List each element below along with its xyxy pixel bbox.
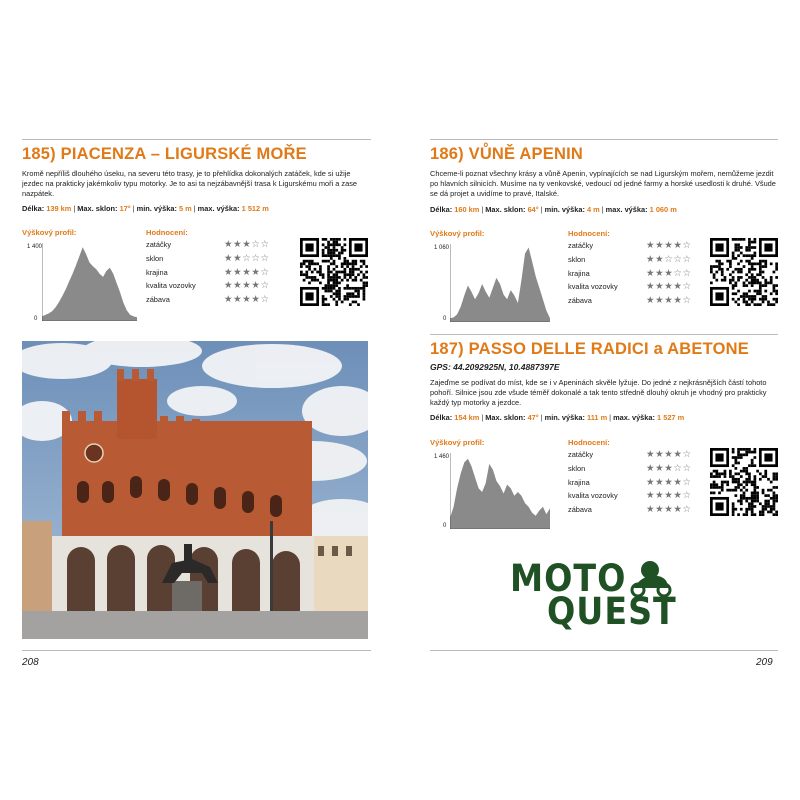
rating-name: zábava <box>568 296 592 306</box>
route-185-elevation-profile <box>42 243 137 321</box>
star-rating: ★★★★☆ <box>224 280 270 292</box>
route-187-stats: Délka: 154 km | Max. sklon: 47° | min. výška: 111 m | max. výška: 1 527 m <box>430 413 685 422</box>
ratings-label: Hodnocení: <box>568 438 610 447</box>
star-rating: ★★★★☆ <box>646 490 692 502</box>
rating-row <box>568 282 718 296</box>
piacenza-palazzo-photo <box>22 341 368 639</box>
star-rating: ★★★★☆ <box>646 449 692 460</box>
rating-row <box>146 240 296 254</box>
route-186-ratings <box>568 241 718 310</box>
rating-name: zábava <box>568 505 592 515</box>
star-rating: ★★★★☆ <box>646 281 692 293</box>
ratings-label: Hodnocení: <box>146 228 188 237</box>
rating-name: kvalita vozovky <box>568 491 618 501</box>
route-187-ratings <box>568 450 718 519</box>
route-186-y-bottom: 0 <box>443 316 447 322</box>
top-rule <box>22 139 371 140</box>
rating-name: krajina <box>568 477 590 487</box>
rating-name: kvalita vozovky <box>568 282 618 292</box>
route-187-y-top: 1 460 <box>434 454 450 460</box>
route-187-gps: GPS: 44.2092925N, 10.4887397E <box>430 362 560 372</box>
rating-row <box>146 281 296 295</box>
star-rating: ★★★★☆ <box>646 295 692 307</box>
rating-name: zatáčky <box>568 241 594 250</box>
route-187-elevation-profile <box>450 453 550 529</box>
rating-row <box>146 295 296 309</box>
route-186-elevation-profile <box>450 244 550 322</box>
route-186-profile-label: Výškový profil: <box>430 229 485 238</box>
qr-code[interactable] <box>710 448 778 516</box>
route-186-stats: Délka: 160 km | Max. sklon: 64° | min. výška: 4 m | max. výška: 1 060 m <box>430 205 677 214</box>
route-186-title: 186) VŮNĚ APENIN <box>430 145 583 163</box>
rating-name: sklon <box>146 253 164 263</box>
rating-row <box>146 268 296 282</box>
ratings-label: Hodnocení: <box>568 229 610 238</box>
route-185-profile-label: Výškový profil: <box>22 228 77 237</box>
elevation-area <box>450 248 550 323</box>
qr-code[interactable] <box>710 238 778 306</box>
page-number-left: 208 <box>22 657 39 668</box>
logo-line2: QUEST <box>547 590 677 633</box>
route-185-title: 185) PIACENZA – LIGURSKÉ MOŘE <box>22 145 307 163</box>
rating-name: zatáčky <box>146 240 172 249</box>
bottom-rule <box>430 650 778 651</box>
page-number-right: 209 <box>756 657 773 668</box>
top-rule <box>430 139 778 140</box>
elevation-area <box>450 459 550 529</box>
rating-row <box>146 254 296 268</box>
rating-name: krajina <box>568 268 590 278</box>
route-185-stats: Délka: 139 km | Max. sklon: 17° | min. výška: 5 m | max. výška: 1 512 m <box>22 204 269 213</box>
rating-row <box>568 269 718 283</box>
route-185-ratings <box>146 240 296 309</box>
rating-row <box>568 505 718 519</box>
rating-row <box>568 491 718 505</box>
route-186-description: Chceme-li poznat všechny krásy a vůně Apenin, vypínajících se nad Ligurským mořem, nemůžeme jezdit po hlavních silnicích. Musíme na ty venkovské, vedoucí od jedné farmy a horské usedlosti k druhé. Všude se dá projet a uvidíme to pravé, Italské. <box>430 169 776 198</box>
star-rating: ★★★★☆ <box>224 266 270 278</box>
rating-row <box>568 255 718 269</box>
route-186-y-top: 1 060 <box>434 245 450 251</box>
star-rating: ★★☆☆☆ <box>224 252 270 264</box>
qr-code[interactable] <box>300 238 368 306</box>
right-page <box>400 0 800 800</box>
star-rating: ★★☆☆☆ <box>646 253 692 265</box>
star-rating: ★★★★☆ <box>646 240 692 251</box>
rating-row <box>568 296 718 310</box>
star-rating: ★★★☆☆ <box>646 462 692 474</box>
rating-row <box>568 450 718 464</box>
rating-row <box>568 478 718 492</box>
rating-row <box>568 464 718 478</box>
star-rating: ★★★☆☆ <box>646 267 692 279</box>
rating-row <box>568 241 718 255</box>
section-rule <box>430 334 778 335</box>
route-187-y-bottom: 0 <box>443 523 447 529</box>
route-185-description: Kromě nepříliš dlouhého úseku, na severu této trasy, je to přehlídka dokonalých zatáček, kde si užije jezdec na prakticky jakémkoliv typu motorky. Je to asi ta nejzábavnější trasa k Ligurskému moři a zase nazpátek. <box>22 169 358 198</box>
elevation-area <box>42 247 137 321</box>
rating-name: krajina <box>146 267 168 277</box>
motorcyclist-icon <box>628 558 672 598</box>
bottom-rule <box>22 650 371 651</box>
route-185-y-top: 1 400 <box>27 244 43 250</box>
route-187-title: 187) PASSO DELLE RADICI a ABETONE <box>430 340 749 358</box>
rating-name: sklon <box>568 463 586 473</box>
route-185-y-bottom: 0 <box>34 316 38 322</box>
rating-name: zábava <box>146 295 170 305</box>
route-187-profile-label: Výškový profil: <box>430 438 485 447</box>
logo-line1: MOTO <box>510 557 627 600</box>
star-rating: ★★★★☆ <box>646 476 692 488</box>
rating-name: kvalita vozovky <box>146 281 196 291</box>
rating-name: sklon <box>568 254 586 264</box>
star-rating: ★★★★☆ <box>224 294 270 306</box>
route-187-description: Zajeďme se podívat do míst, kde se i v Apeninách skvěle lyžuje. Do jedné z nejkrásnějších částí tohoto pohoří. Silnice jsou zde všude téměř dokonalé a tak tento středně dlouhý okruh je vhodný pro prakticky každý typ motorky a jezdce. <box>430 378 767 407</box>
moto-quest-logo <box>510 557 677 633</box>
rating-name: zatáčky <box>568 450 594 459</box>
star-rating: ★★★☆☆ <box>224 239 270 250</box>
star-rating: ★★★★☆ <box>646 504 692 516</box>
